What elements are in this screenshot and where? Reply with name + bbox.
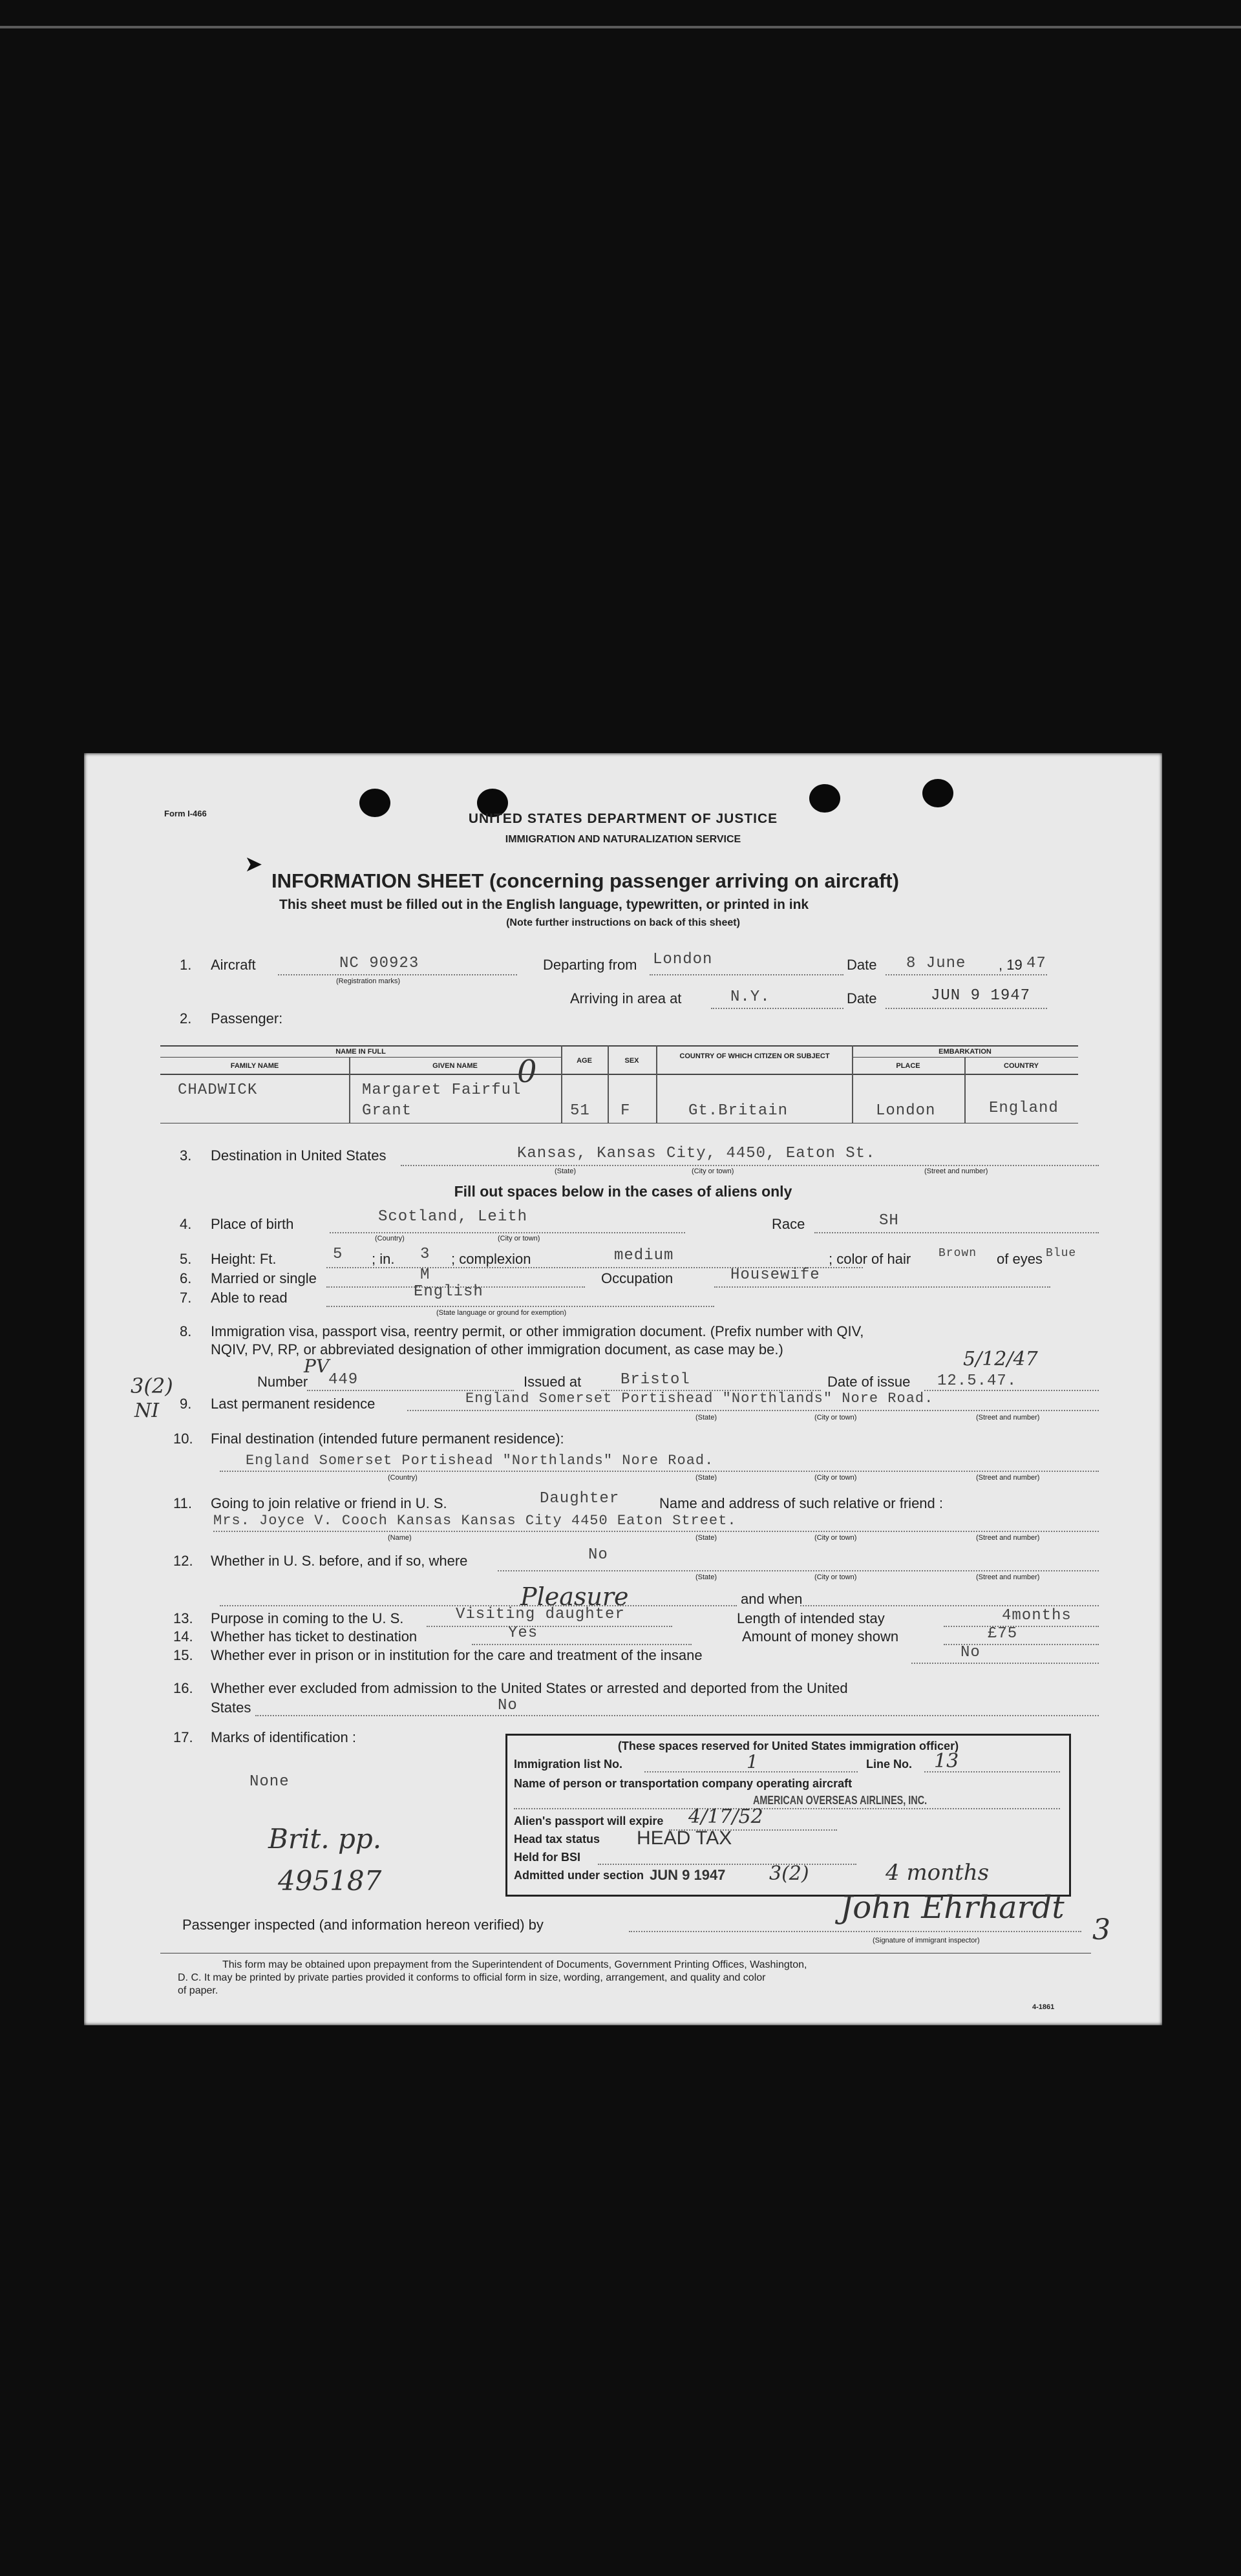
stay-label: Length of intended stay [737,1610,885,1626]
ticket-value: Yes [508,1624,538,1642]
birth-value: Scotland, Leith [378,1208,528,1226]
film-edge-line [0,26,1241,28]
table-cell-citizen: Gt.Britain [688,1102,789,1120]
number-label: Number [257,1374,308,1390]
punch-hole [922,779,953,807]
before-label: Whether in U. S. before, and if so, where [211,1553,468,1569]
excluded-label-1: Whether ever excluded from admission to the United States or arrested and deported from the United [211,1680,848,1696]
purpose-value: Visiting daughter [456,1606,625,1623]
departing-value: London [653,951,713,968]
underline [598,1864,856,1865]
sub-city: (City or town) [692,1167,734,1175]
table-cell-given-line2: Grant [362,1102,412,1120]
table-cell-sex: F [620,1102,631,1120]
table-header-sex: SEX [624,1057,639,1065]
officer-admitted-label: Admitted under section [514,1869,644,1882]
sub-name: (Name) [388,1534,412,1542]
passenger-label: Passenger: [211,1010,283,1027]
item-number: 8. [180,1323,192,1339]
underline [514,1808,1060,1809]
sub-state: (State) [695,1474,717,1482]
officer-admitted-hand2: 4 months [886,1860,990,1886]
underline [472,1644,692,1645]
officer-tax-value: HEAD TAX [637,1827,732,1849]
item-number: 17. [173,1729,193,1745]
item-number: 12. [173,1553,193,1569]
table-cell-given-line1: Margaret Fairful [362,1081,522,1099]
destination-value: Kansas, Kansas City, 4450, Eaton St. [517,1145,876,1162]
aircraft-label: Aircraft [211,957,256,973]
date-issue-value: 12.5.47. [937,1372,1017,1390]
table-header-given-name: GIVEN NAME [432,1062,478,1070]
item-number: 11. [173,1495,192,1511]
table-header-country2: COUNTRY [1004,1062,1039,1070]
complexion-label: ; complexion [451,1251,531,1267]
eyes-label: of eyes [997,1251,1043,1267]
underline [714,1286,1050,1288]
officer-bsi-label: Held for BSI [514,1851,581,1864]
issued-label: Issued at [524,1374,582,1390]
form-note: (Note further instructions on back of this sheet) [506,917,740,928]
item-number: 10. [173,1431,193,1447]
item-number: 15. [173,1647,193,1663]
officer-list-label: Immigration list No. [514,1758,623,1771]
table-header-rule [853,1057,1078,1058]
occupation-value: Housewife [730,1266,820,1284]
prison-value: No [960,1644,981,1661]
hair-value: Brown [939,1247,977,1260]
destination-label: Destination in United States [211,1147,387,1164]
table-header-family-name: FAMILY NAME [230,1062,279,1070]
when-label: and when [741,1591,803,1607]
underline [401,1165,1099,1166]
date-value: 8 June [906,955,966,972]
table-header-rule [160,1074,1078,1075]
table-handmark: 0 [517,1054,537,1090]
underline [326,1306,714,1307]
final-destination-value: England Somerset Portishead "Northlands" Nore Road. [246,1453,714,1469]
underline [427,1626,672,1627]
money-value: £75 [988,1625,1018,1643]
sub-country: (Country) [375,1235,405,1242]
officer-company-value: AMERICAN OVERSEAS AIRLINES, INC. [753,1794,928,1807]
form-number: Form I-466 [164,809,207,818]
underline [407,1410,1099,1411]
margin-note-2: NI [134,1400,160,1422]
officer-box [505,1734,1071,1897]
underline [278,974,517,975]
officer-admitted-date: JUN 9 1947 [650,1867,726,1883]
underline [924,1390,1099,1391]
residence-value: England Somerset Portishead "Northlands" Nore Road. [465,1390,934,1407]
officer-expire-label: Alien's passport will expire [514,1815,664,1827]
year-value: 47 [1026,955,1046,972]
sub-city: (City or town) [814,1534,857,1542]
occupation-label: Occupation [601,1270,674,1286]
arriving-label: Arriving in area at [570,990,682,1006]
punch-hole [809,784,840,813]
registration-sub: (Registration marks) [336,977,401,985]
underline [213,1531,1099,1532]
aircraft-value: NC 90923 [339,955,419,972]
issued-value: Bristol [620,1371,690,1389]
document-text-2: NQIV, PV, RP, or abbreviated designation of other immigration document, as case may be.) [211,1341,783,1357]
information-sheet-document [84,753,1162,2025]
marks-hand-2: 495187 [278,1865,382,1897]
table-header-age: AGE [577,1057,592,1065]
arriving-value: N.Y. [730,988,770,1006]
underline [886,1008,1047,1009]
excluded-value: No [498,1697,518,1714]
height-in: 3 [420,1246,430,1263]
underline [644,1771,858,1772]
join-value: Mrs. Joyce V. Cooch Kansas Kansas City 4450 Eaton Street. [213,1513,737,1529]
table-col-divider [852,1045,853,1123]
item-number: 14. [173,1628,193,1645]
officer-admitted-hand: 3(2) [769,1862,809,1885]
date-issue-hand: 5/12/47 [963,1348,1038,1370]
inspected-label: Passenger inspected (and information hereon verified) by [182,1917,544,1933]
table-cell-age: 51 [570,1102,590,1120]
marks-value: None [249,1773,290,1791]
inspected-margin-mark: 3 [1092,1913,1110,1946]
underline [255,1715,1099,1716]
residence-label: Last permanent residence [211,1396,376,1412]
item-number: 13. [173,1610,193,1626]
inspector-signature: John Ehrhardt [840,1889,1065,1926]
arrival-date-stamp: JUN 9 1947 [931,987,1031,1005]
sub-city: (City or town) [814,1474,857,1482]
service-heading: IMMIGRATION AND NATURALIZATION SERVICE [505,834,741,845]
height-in-label: ; in. [372,1251,395,1267]
signature-sub: (Signature of immigrant inspector) [873,1937,980,1944]
aliens-heading: Fill out spaces below in the cases of aliens only [454,1183,792,1200]
marital-label: Married or single [211,1270,317,1286]
officer-line-label: Line No. [866,1758,912,1771]
underline [911,1663,1099,1664]
footer-code: 4-1861 [1032,2003,1055,2011]
race-value: SH [879,1212,899,1229]
sub-city: (City or town) [498,1235,540,1242]
sub-state: (State) [555,1167,577,1175]
sub-country: (Country) [388,1474,418,1482]
before-value: No [588,1546,608,1564]
sub-street: (Street and number) [976,1414,1040,1421]
marks-label: Marks of identification : [211,1729,356,1745]
date-label: Date [847,957,877,973]
form-instruction: This sheet must be filled out in the English language, typewritten, or printed in ink [279,897,809,912]
sub-street: (Street and number) [976,1474,1040,1482]
birth-label: Place of birth [211,1216,294,1232]
underline [944,1626,1099,1627]
race-label: Race [772,1216,805,1232]
join-label2: Name and address of such relative or friend : [659,1495,944,1511]
join-relation: Daughter [540,1490,620,1507]
table-cell-place: London [876,1102,936,1120]
item-number: 2. [180,1010,192,1027]
margin-note-1: 3(2) [131,1374,173,1398]
underline [711,1008,843,1009]
underline [886,974,1047,975]
sub-street: (Street and number) [924,1167,988,1175]
stay-value: 4months [1002,1607,1072,1624]
underline [330,1232,685,1233]
footer-line-3: of paper. [178,1985,218,1996]
table-header-embarkation: EMBARKATION [939,1048,992,1056]
number-prefix: PV [304,1356,330,1377]
complexion-value: medium [614,1247,674,1264]
item-number: 1. [180,957,192,973]
item-number: 6. [180,1270,192,1286]
read-value: English [414,1283,483,1301]
underline [498,1570,1099,1571]
table-col-divider [656,1045,657,1123]
pleasure-handwritten: Pleasure [520,1582,629,1611]
date-issue-label: Date of issue [827,1374,911,1390]
join-label: Going to join relative or friend in U. S. [211,1495,447,1511]
officer-line-value: 13 [934,1750,959,1772]
underline [629,1931,1081,1932]
officer-list-value: 1 [747,1751,758,1772]
officer-company-label: Name of person or transportation company operating aircraft [514,1777,853,1790]
officer-tax-label: Head tax status [514,1833,600,1846]
departing-label: Departing from [543,957,637,973]
table-header-rule [160,1057,561,1058]
height-ft: 5 [333,1246,343,1263]
sub-state: (State) [695,1573,717,1581]
item-number: 5. [180,1251,192,1267]
final-destination-label: Final destination (intended future permanent residence): [211,1431,564,1447]
sub-street: (Street and number) [976,1573,1040,1581]
underline [924,1771,1060,1772]
officer-expire-value: 4/17/52 [688,1805,763,1828]
year-prefix: , 19 [999,957,1023,973]
item-number: 9. [180,1396,192,1412]
table-header-place: PLACE [896,1062,920,1070]
item-number: 16. [173,1680,193,1696]
marks-hand-1: Brit. pp. [268,1823,382,1855]
sub-state: (State) [695,1414,717,1421]
marital-value: M [420,1266,430,1284]
item-number: 4. [180,1216,192,1232]
excluded-label-2: States [211,1699,251,1716]
eyes-value: Blue [1046,1247,1077,1260]
underline [220,1471,1099,1472]
purpose-label: Purpose in coming to the U. S. [211,1610,404,1626]
hair-label: ; color of hair [829,1251,911,1267]
table-header-country: COUNTRY OF WHICH CITIZEN OR SUBJECT [679,1052,830,1060]
department-heading: UNITED STATES DEPARTMENT OF JUSTICE [468,811,778,826]
sub-city: (City or town) [814,1414,857,1421]
read-sub: (State language or ground for exemption) [436,1309,567,1317]
table-header-name-in-full: NAME IN FULL [335,1048,386,1056]
footer-line-2: D. C. It may be printed by private parties provided it conforms to official form in size, wording, arrangement, and quality and color [178,1972,766,1983]
underline [650,974,843,975]
item-number: 7. [180,1290,192,1306]
table-top-rule [160,1045,1078,1047]
date2-label: Date [847,990,877,1006]
underline [814,1232,1099,1233]
officer-heading: (These spaces reserved for United States immigration officer) [617,1740,959,1752]
item-number: 3. [180,1147,192,1164]
sub-street: (Street and number) [976,1534,1040,1542]
arrow-mark-icon: ➤ [244,852,263,877]
sub-state: (State) [695,1534,717,1542]
ticket-label: Whether has ticket to destination [211,1628,418,1645]
number-value: 449 [328,1371,359,1389]
money-label: Amount of money shown [742,1628,899,1645]
prison-label: Whether ever in prison or in institution for the care and treatment of the insane [211,1647,703,1663]
footer-line-1: This form may be obtained upon prepayment from the Superintendent of Documents, Government Printing Offices, Washington, [222,1959,807,1970]
sub-city: (City or town) [814,1573,857,1581]
underline [800,1605,1099,1606]
read-label: Able to read [211,1290,288,1306]
table-cell-country: England [989,1100,1059,1117]
form-title: INFORMATION SHEET (concerning passenger arriving on aircraft) [271,869,899,892]
table-cell-family: CHADWICK [178,1081,258,1099]
document-text-1: Immigration visa, passport visa, reentry permit, or other immigration document. (Prefix number with QIV, [211,1323,864,1339]
height-label: Height: Ft. [211,1251,277,1267]
